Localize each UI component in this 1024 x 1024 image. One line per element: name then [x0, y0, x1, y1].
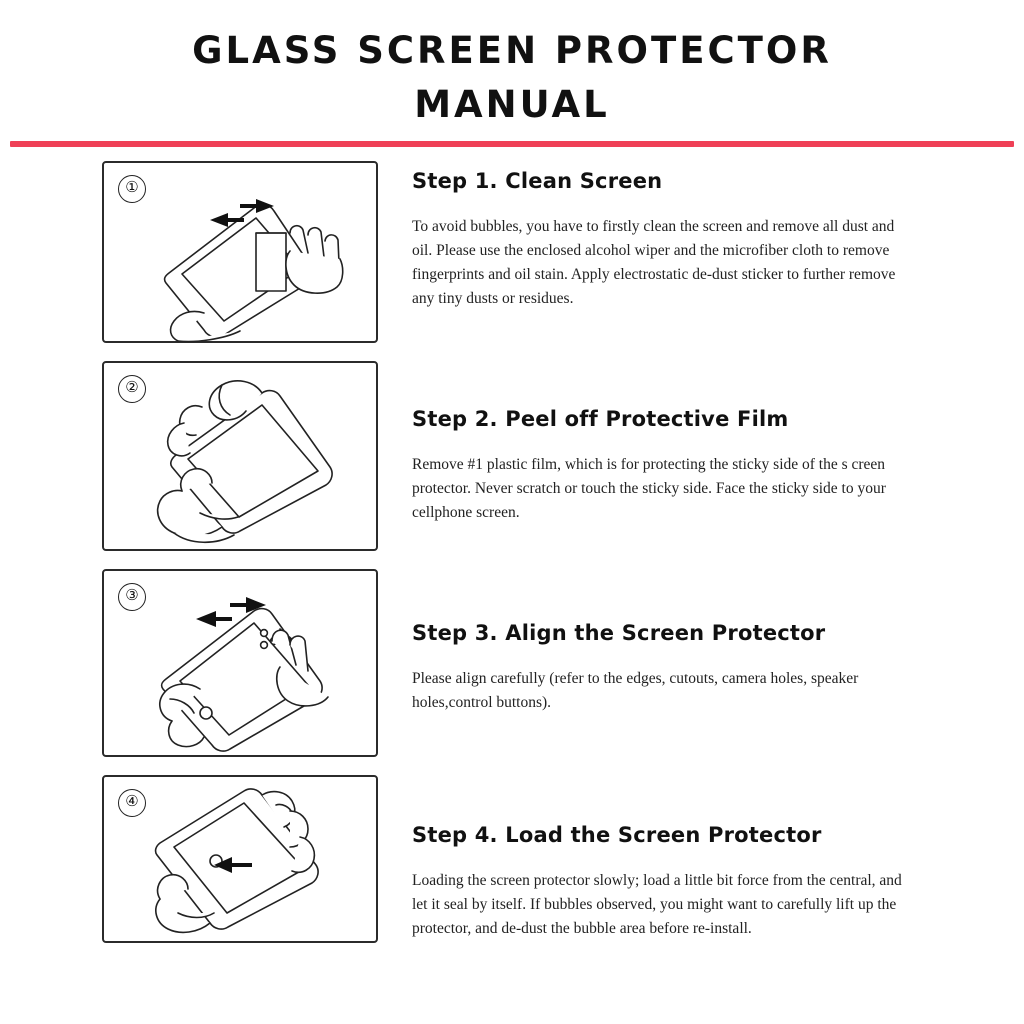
- step-item: [14, 161, 1010, 343]
- page-title-line-1: GLASS SCREEN PROTECTOR: [192, 29, 832, 72]
- step-2-body: Remove #1 plastic film, which is for protecting the sticky side of the s creen protector. Never scratch or touch the sticky side. Face the sticky side to your cellphone screen.: [412, 456, 886, 522]
- step-1-text: [378, 161, 1010, 311]
- step-item: [14, 569, 1010, 757]
- step-2-figure: [102, 361, 378, 551]
- step-item: [14, 361, 1010, 551]
- step-2-heading: Step 2. Peel off Protective Film: [412, 407, 789, 432]
- step-4-body: Loading the screen protector slowly; load a little bit force from the central, and let it seal by itself. If bubbles observed, you might want to carefully lift up the protector, and de-dust the bubble area before re-install.: [412, 872, 902, 938]
- step-4-figure: [102, 775, 378, 943]
- step-4-number-badge: ④: [118, 789, 146, 817]
- step-3-body: Please align carefully (refer to the edges, cutouts, camera holes, speaker holes,control buttons).: [412, 670, 859, 712]
- step-item: [14, 775, 1010, 943]
- step-3-heading: Step 3. Align the Screen Protector: [412, 621, 826, 646]
- document-header: [0, 0, 1024, 147]
- step-2-number-badge: ②: [118, 375, 146, 403]
- step-1-heading: Step 1. Clean Screen: [412, 169, 663, 194]
- step-1-number-badge: ①: [118, 175, 146, 203]
- step-3-figure: [102, 569, 378, 757]
- step-4-heading: Step 4. Load the Screen Protector: [412, 823, 822, 848]
- step-1-figure: [102, 161, 378, 343]
- step-3-number-badge: ③: [118, 583, 146, 611]
- page-title-line-2: MANUAL: [414, 82, 610, 126]
- step-2-text: [378, 361, 1010, 525]
- step-1-body: To avoid bubbles, you have to firstly clean the screen and remove all dust and oil. Please use the enclosed alcohol wiper and the microfiber cloth to remove fingerprints and oil stain. Apply electrostatic de-dust sticker to further remove any tiny dusts or residues.: [412, 218, 896, 308]
- step-3-text: [378, 569, 1010, 715]
- steps-list: [0, 147, 1024, 943]
- step-4-text: [378, 775, 1010, 941]
